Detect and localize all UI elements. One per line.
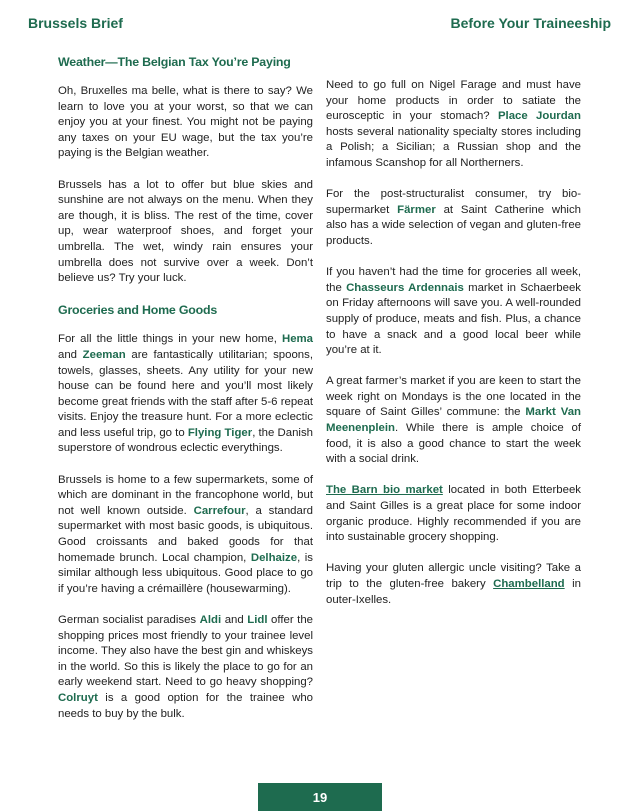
paragraph-barn-bio-market xyxy=(326,483,581,545)
header-section-title: Before Your Traineeship xyxy=(450,15,611,31)
link-colruyt[interactable]: Colruyt xyxy=(58,691,98,704)
page-number: 19 xyxy=(312,789,328,805)
text-segment: and xyxy=(58,348,83,361)
text-segment: located in both Etterbeek and Saint Gilles is a great place for some indoor organic produce. Highly recommended if you are into sustainable grocery shopping. xyxy=(326,484,581,544)
paragraph-supermarkets xyxy=(58,473,313,598)
link-hema[interactable]: Hema xyxy=(281,333,313,346)
text-segment: For the post-structuralist consumer, try bio-supermarket xyxy=(326,188,581,216)
text-segment: and xyxy=(221,614,248,626)
text-segment: market in Schaerbeek on Friday afternoons will save you. A well-rounded supply of produce, meats and fish. Plus, a chance to have a snack and a good local beer while you’re at it. xyxy=(326,281,582,357)
text-segment: Need to go full on Nigel Farage and must have your home products in order to satiate the eurosceptic in your stomach? xyxy=(326,79,581,123)
text-segment: A great farmer’s market if you are keen to start the week right on Mondays is the one located in the square of Saint Gilles’ commune: the xyxy=(326,375,581,419)
left-column xyxy=(58,54,313,722)
link-lidl[interactable]: Lidl xyxy=(247,614,268,626)
text-segment: Having your gluten allergic uncle visiting? Take a trip to the gluten-free bakery xyxy=(326,562,581,590)
right-column xyxy=(326,78,581,624)
text-segment: offer the shopping prices most friendly to your trainee level income. They also have the best gin and whiskeys in the world. So this is likely the place to go for an early weekend start. Need to go heavy shopping? xyxy=(58,614,313,689)
paragraph-place-jourdan xyxy=(326,78,581,172)
text-segment: hosts several nationality specialty stores including a Polish; a Sicilian; a Russian shop and the infamous Scanshop for all Northerners. xyxy=(326,125,581,169)
text-segment: , is similar although less ubiquitous. Good place to go if you’re having a crémaillère (housewarming). xyxy=(58,551,313,595)
heading-groceries: Groceries and Home Goods xyxy=(58,303,218,318)
header-publication-title: Brussels Brief xyxy=(28,15,123,31)
link-zeeman[interactable]: Zeeman xyxy=(82,348,126,361)
paragraph-discount-stores xyxy=(58,613,313,722)
text-segment: , a standard supermarket with most basic goods, is ubiquitous. Good croissants and baked goods for that homemade brunch. Local champion, xyxy=(58,504,313,564)
text-segment: are fantastically utilitarian; spoons, towels, glasses, sheets. Any utility for your new house can be found here and you’ll most likely become great friends with the staff after 5-6 repeat visits. Enjoy the treasure hunt. For a more eclectic and less useful trip, go to xyxy=(58,348,313,439)
paragraph-markt-van-meenenplein xyxy=(326,374,581,468)
link-chasseurs-ardennais[interactable]: Chasseurs Ardennais xyxy=(346,281,464,294)
paragraph-chambelland xyxy=(326,561,581,608)
text-segment: , the Danish superstore of wondrous eclectic everythings. xyxy=(58,426,313,455)
page-number-tab xyxy=(258,783,382,811)
text-segment: is a good option for the trainee who needs to buy by the bulk. xyxy=(58,691,313,720)
link-carrefour[interactable]: Carrefour xyxy=(193,504,246,517)
paragraph-chasseurs-ardennais xyxy=(326,265,581,359)
text-segment: For all the little things in your new home, xyxy=(58,333,282,346)
paragraph-weather-intro: Oh, Bruxelles ma belle, what is there to say? We learn to love you at your worst, so that we can enjoy you at your finest. You might not be paying any taxes on your EU wage, but the tax you’re paying is the Belgian weather. xyxy=(58,85,313,160)
text-segment: in outer-Ixelles. xyxy=(326,578,581,606)
link-place-jourdan[interactable]: Place Jourdan xyxy=(497,110,581,123)
text-segment: Brussels is home to a few supermarkets, some of which are dominant in the francophone world, but not well known outside. xyxy=(58,473,313,517)
link-the-barn-bio-market[interactable]: The Barn bio market xyxy=(326,484,443,497)
link-chambelland[interactable]: Chambelland xyxy=(493,578,565,590)
link-flying-tiger[interactable]: Flying Tiger xyxy=(187,426,253,439)
link-delhaize[interactable]: Delhaize xyxy=(250,551,298,564)
link-markt-van-meenenplein[interactable]: Markt Van Meenenplein xyxy=(326,406,581,435)
paragraph-home-goods xyxy=(58,332,313,457)
page-header xyxy=(28,12,611,34)
link-aldi[interactable]: Aldi xyxy=(199,614,222,626)
heading-weather: Weather—The Belgian Tax You’re Paying xyxy=(58,55,291,69)
text-segment: . While there is ample choice of food, it is also a good chance to start the week with a social drink. xyxy=(326,422,581,466)
paragraph-farmer xyxy=(326,187,581,249)
paragraph-weather-umbrella: Brussels has a lot to offer but blue skies and sunshine are not always on the menu. When they are though, it is bliss. The rest of the time, cover up, wear waterproof shoes, and forget your umbrella. The wet, windy rain ensures your umbrella does not survive over a week. Don’t believe us? Try your luck. xyxy=(58,178,313,285)
text-segment: German socialist paradises xyxy=(58,614,200,626)
link-farmer[interactable]: Färmer xyxy=(397,203,436,216)
text-segment: at Saint Catherine which also has a wide selection of vegan and gluten-free products. xyxy=(326,203,581,247)
text-segment: If you haven’t had the time for groceries all week, the xyxy=(326,266,581,294)
